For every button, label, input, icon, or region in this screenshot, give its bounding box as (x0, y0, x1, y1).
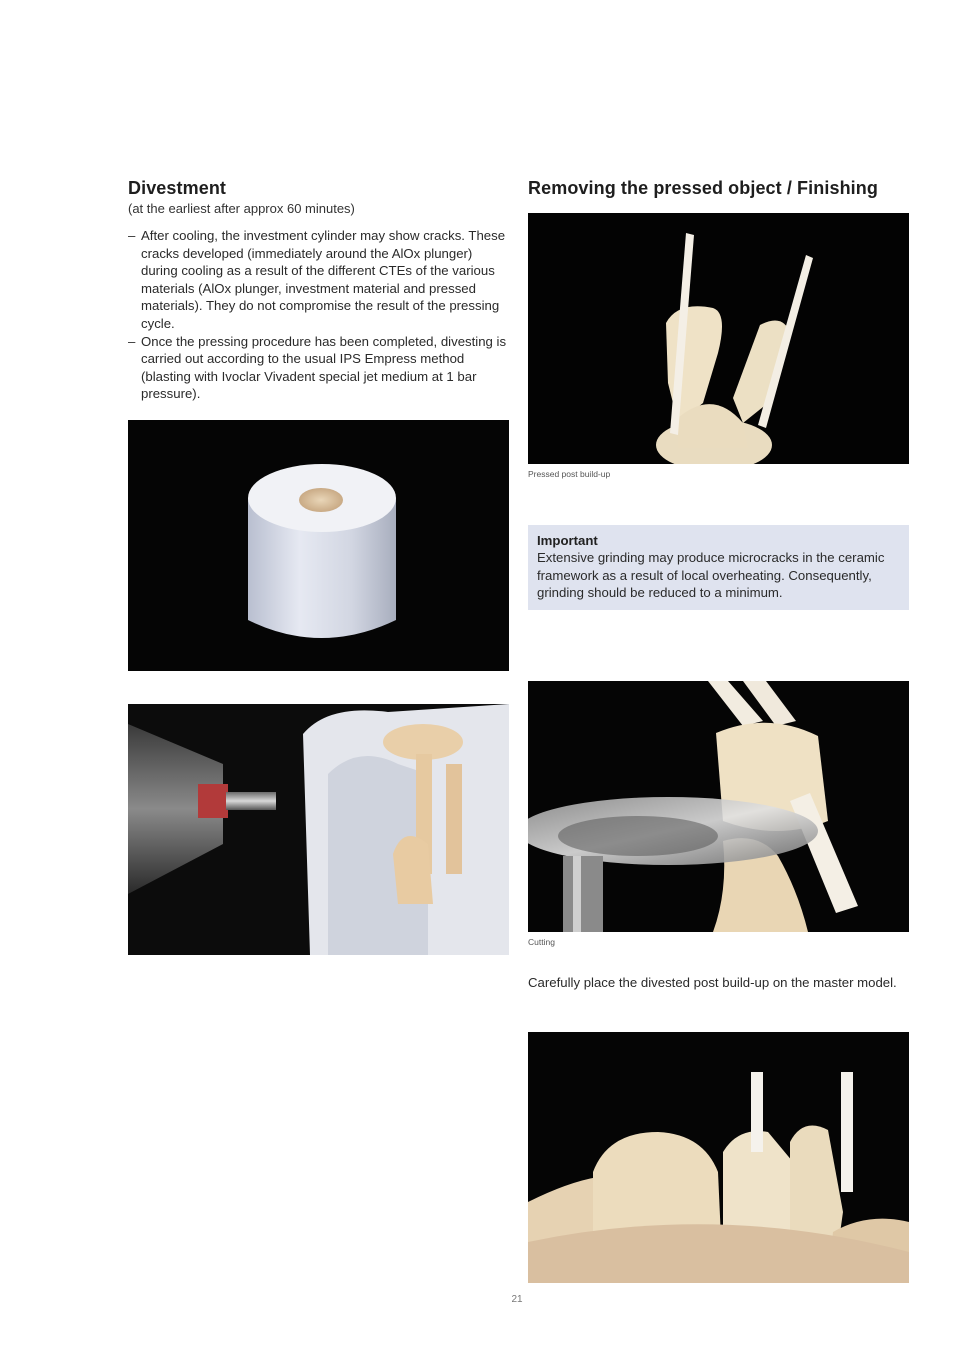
bullet-text: Once the pressing procedure has been completed, divesting is carried out according to the usual IPS Empress method (blasting with Ivoclar Vivadent special jet medium at 1 bar pressure). (141, 333, 507, 402)
important-notice (528, 525, 909, 610)
important-text: Extensive grinding may produce microcracks in the ceramic framework as a result of local overheating. Consequently, grinding should be reduced to a minimum. (537, 550, 885, 601)
bullet-item (128, 333, 510, 403)
cutting-caption: Cutting (528, 937, 555, 947)
cutting-photo (528, 681, 909, 932)
bullet-dash: – (128, 228, 136, 243)
master-model-photo (528, 1032, 909, 1283)
page-number-text: 21 (511, 1294, 523, 1305)
bullet-dash: – (128, 333, 136, 349)
important-title: Important (537, 533, 598, 548)
bullet-text: After cooling, the investment cylinder may show cracks. These cracks developed (immediately around the AlOx plunger) during cooling as a result of the different CTEs of the various materials (AlOx plunger, investment material and pressed materials). They do not compromise the result of the pressing cycle. (141, 228, 506, 331)
divestment-subtitle: (at the earliest after approx 60 minutes) (128, 201, 355, 216)
finishing-title: Removing the pressed object / Finishing (528, 178, 878, 198)
pressed-post-caption: Pressed post build-up (528, 469, 611, 479)
page-number (0, 1294, 954, 1305)
investment-cylinder-photo (128, 420, 509, 671)
divestment-bullet-list (128, 227, 510, 403)
bullet-item (128, 227, 510, 333)
divestment-title: Divestment (128, 178, 227, 198)
divesting-photo (128, 704, 509, 955)
pressed-post-photo (528, 213, 909, 464)
placement-note: Carefully place the divested post build-up on the master model. (528, 975, 897, 990)
